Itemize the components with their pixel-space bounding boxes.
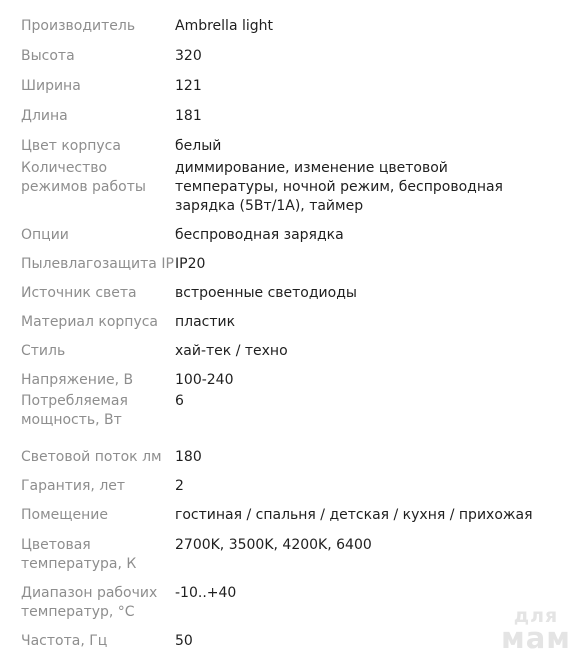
spec-row-warranty — [21, 477, 581, 506]
spec-label: Напряжение, В — [21, 372, 134, 388]
spec-row-height — [21, 47, 581, 77]
spec-row-style — [21, 342, 581, 371]
spec-row-manufacturer — [21, 17, 581, 47]
spec-value: хай-тек / техно — [175, 343, 288, 359]
spec-label: Пылевлагозащита IP — [21, 256, 174, 272]
spec-row-light-source — [21, 284, 581, 313]
spec-value: 100-240 — [175, 372, 234, 388]
spec-value: 180 — [175, 449, 202, 465]
spec-row-length — [21, 107, 581, 137]
spec-value: 121 — [175, 78, 202, 94]
spec-value: диммирование, изменение цветовой температуры, ночной режим, беспроводная зарядка (5Вт/1А), таймер — [175, 160, 503, 214]
spec-label: Световой поток лм — [21, 449, 162, 465]
spec-value: 2 — [175, 478, 184, 494]
spec-value: беспроводная зарядка — [175, 227, 344, 243]
spec-label: Частота, Гц — [21, 633, 108, 649]
watermark-top-text: для — [513, 605, 559, 628]
watermark-bottom-text: мам — [501, 621, 571, 656]
spec-row-ip-rating — [21, 255, 581, 284]
spec-label: Цветовая температура, К — [21, 537, 137, 572]
spec-value: гостиная / спальня / детская / кухня / прихожая — [175, 507, 533, 523]
spec-label: Цвет корпуса — [21, 138, 121, 154]
spec-value: 181 — [175, 108, 202, 124]
spec-value: 320 — [175, 48, 202, 64]
spec-row-frequency — [21, 632, 581, 656]
spec-value: IP20 — [175, 256, 206, 272]
spec-row-operating-temperature — [21, 584, 581, 632]
spec-row-options — [21, 226, 581, 255]
specifications-table — [21, 17, 581, 656]
spec-row-color-temperature — [21, 536, 581, 584]
spec-value: 2700K, 3500K, 4200K, 6400 — [175, 537, 372, 553]
spec-label: Потребляемая мощность, Вт — [21, 393, 128, 428]
spec-label: Стиль — [21, 343, 66, 359]
spec-label: Количество режимов работы — [21, 160, 146, 195]
spec-row-luminous-flux — [21, 448, 581, 477]
spec-value: Ambrella light — [175, 18, 273, 34]
spec-row-power — [21, 392, 581, 448]
spec-value: встроенные светодиоды — [175, 285, 357, 301]
spec-value: -10..+40 — [175, 585, 237, 601]
spec-value: 6 — [175, 393, 184, 409]
spec-label: Производитель — [21, 18, 136, 34]
spec-label: Диапазон рабочих температур, °С — [21, 585, 158, 620]
spec-label: Материал корпуса — [21, 314, 159, 330]
spec-value: пластик — [175, 314, 236, 330]
spec-label: Опции — [21, 227, 69, 243]
spec-row-modes-count — [21, 159, 581, 226]
spec-row-body-material — [21, 313, 581, 342]
spec-label: Гарантия, лет — [21, 478, 126, 494]
spec-row-body-color — [21, 137, 581, 159]
spec-value: белый — [175, 138, 222, 154]
spec-row-room — [21, 506, 581, 536]
spec-label: Помещение — [21, 507, 108, 523]
spec-row-width — [21, 77, 581, 107]
spec-label: Высота — [21, 48, 75, 64]
spec-label: Ширина — [21, 78, 81, 94]
spec-row-voltage — [21, 371, 581, 392]
spec-label: Длина — [21, 108, 68, 124]
spec-value: 50 — [175, 633, 193, 649]
spec-label: Источник света — [21, 285, 137, 301]
